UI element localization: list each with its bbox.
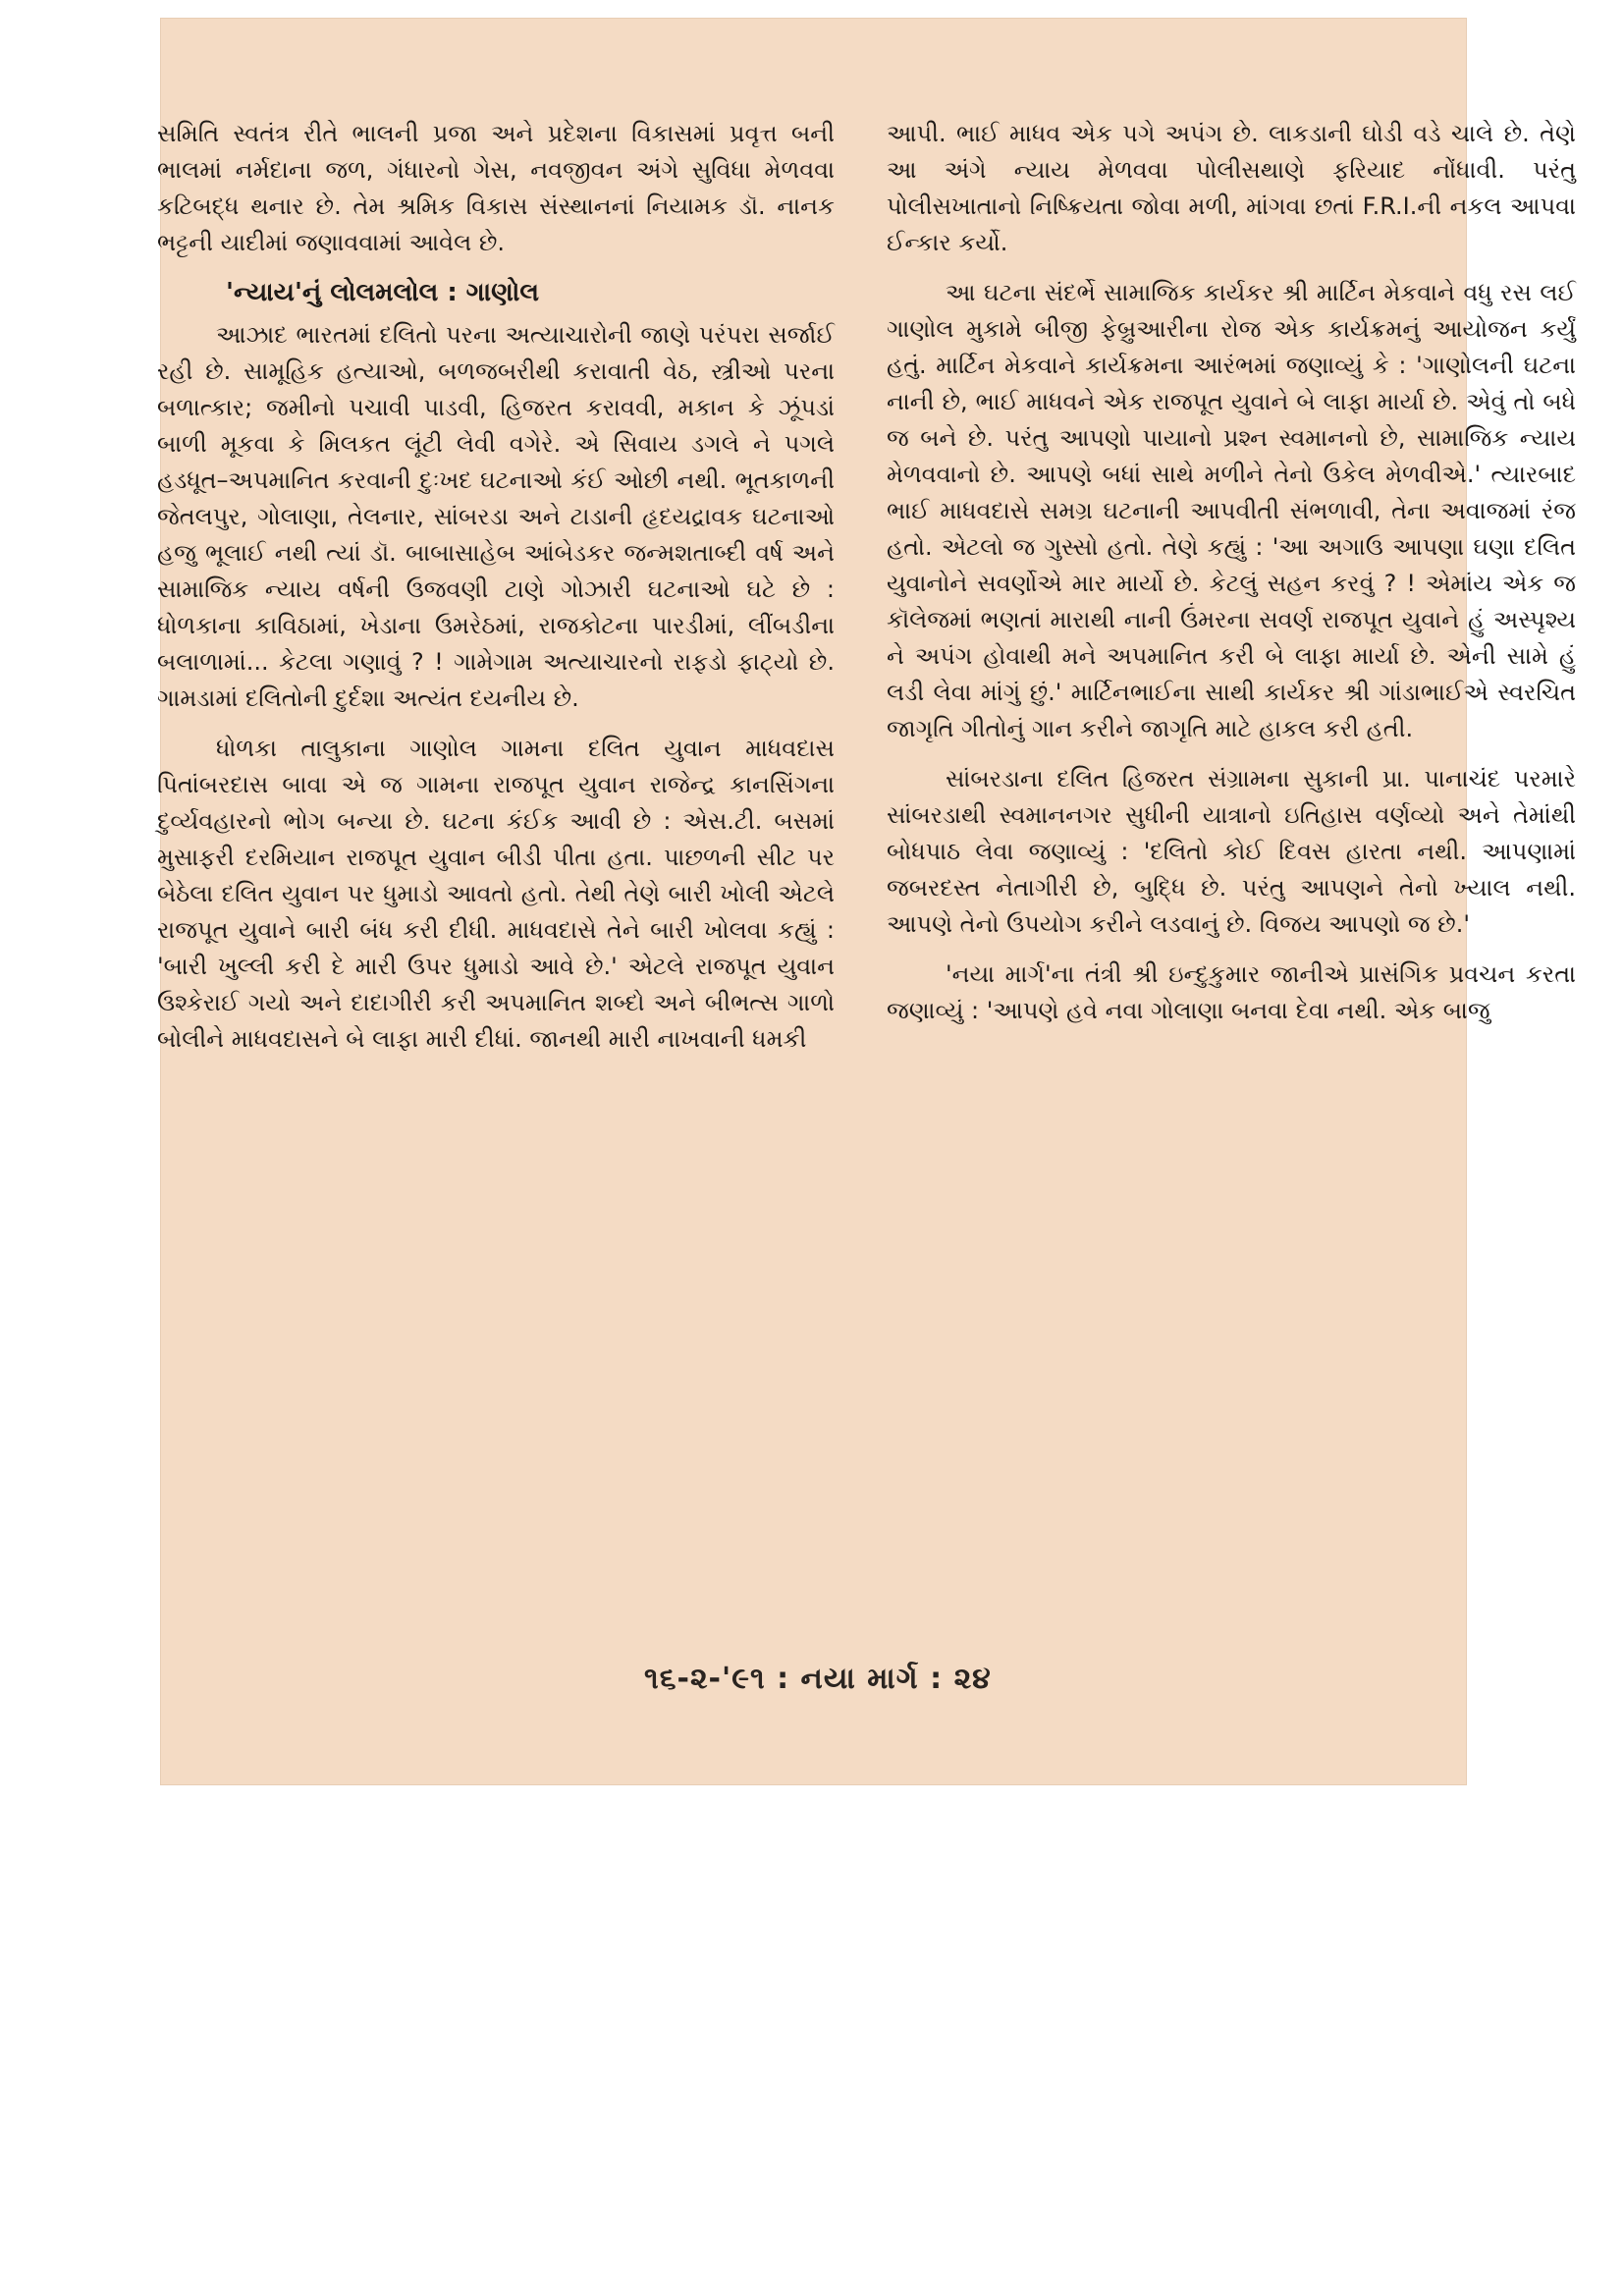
page-footer: ૧૬-૨-'૯૧ : નયા માર્ગ : ૨૪ bbox=[644, 1662, 992, 1696]
paragraph: ધોળકા તાલુકાના ગાણોલ ગામના દલિત યુવાન માધવદાસ પિતાંબરદાસ બાવા એ જ ગામના રાજપૂત યુવાન રાજેન્દ્ર કાનસિંગના દુર્વ્યવહારનો ભોગ બન્યા છે. ઘટના કંઈક આવી છે : એસ.ટી. બસમાં મુસાફરી દરમિયાન રાજપૂત યુવાન બીડી પીતા હતા. પાછળની સીટ પર બેઠેલા દલિત યુવાન પર ધુમાડો આવતો હતો. તેથી તેણે બારી ખોલી એટલે રાજપૂત યુવાને બારી બંધ કરી દીધી. માધવદાસે તેને બારી ખોલવા કહ્યું : 'બારી ખુલ્લી કરી દે મારી ઉપર ધુમાડો આવે છે.' એટલે રાજપૂત યુવાન ઉશ્કેરાઈ ગયો અને દાદાગીરી કરી અપમાનિત શબ્દો અને બીભત્સ ગાળો બોલીને માધવદાસને બે લાફા મારી દીધાં. જાનથી મારી નાખવાની ધમકી bbox=[157, 735, 835, 1053]
paragraph: આપી. ભાઈ માધવ એક પગે અપંગ છે. લાકડાની ઘોડી વડે ચાલે છે. તેણે આ અંગે ન્યાય મેળવવા પોલીસથાણે ફરિયાદ નોંધાવી. પરંતુ પોલીસખાતાનો નિષ્ક્રિયતા જોવા મળી, માંગવા છતાં F.R.I.ની નકલ આપવા ઈન્કાર કર્યો. bbox=[887, 120, 1576, 256]
right-column bbox=[887, 116, 1576, 1043]
left-column bbox=[157, 116, 835, 1071]
paragraph: સાંબરડાના દલિત હિજરત સંગ્રામના સુકાની પ્રા. પાનાચંદ પરમારે સાંબરડાથી સ્વમાનનગર સુધીની યાત્રાનો ઇતિહાસ વર્ણવ્યો અને તેમાંથી બોધપાઠ લેવા જણાવ્યું : 'દલિતો કોઈ દિવસ હારતા નથી. આપણામાં જબરદસ્ત નેતાગીરી છે, બુદ્ધિ છે. પરંતુ આપણને તેનો ખ્યાલ નથી. આપણે તેનો ઉપયોગ કરીને લડવાનું છે. વિજય આપણો જ છે.' bbox=[887, 765, 1576, 938]
paragraph: આઝાદ ભારતમાં દલિતો પરના અત્યાચારોની જાણે પરંપરા સર્જાઈ રહી છે. સામૂહિક હત્યાઓ, બળજબરીથી કરાવાતી વેઠ, સ્ત્રીઓ પરના બળાત્કાર; જમીનો પચાવી પાડવી, હિજરત કરાવવી, મકાન કે ઝૂંપડાં બાળી મૂકવા કે મિલકત લૂંટી લેવી વગેરે. એ સિવાય ડગલે ને પગલે હડધૂત–અપમાનિત કરવાની દુઃખદ ઘટનાઓ કંઈ ઓછી નથી. ભૂતકાળની જેતલપુર, ગોલાણા, તેલનાર, સાંબરડા અને ટાડાની હૃદયદ્રાવક ઘટનાઓ હજુ ભૂલાઈ નથી ત્યાં ડૉ. બાબાસાહેબ આંબેડકર જન્મશતાબ્દી વર્ષ અને સામાજિક ન્યાય વર્ષની ઉજવણી ટાણે ગોઝારી ઘટનાઓ ઘટે છે : ધોળકાના કાવિઠામાં, ખેડાના ઉમરેઠમાં, રાજકોટના પારડીમાં, લીંબડીના બલાળામાં... કેટલા ગણાવું ? ! ગામેગામ અત્યાચારનો રાફડો ફાટ્યો છે. ગામડામાં દલિતોની દુર્દશા અત્યંત દયનીય છે. bbox=[157, 321, 835, 712]
paragraph: આ ઘટના સંદર્ભે સામાજિક કાર્યકર શ્રી માર્ટિન મેકવાને વધુ રસ લઈ ગાણોલ મુકામે બીજી ફેબ્રુઆરીના રોજ એક કાર્યક્રમનું આયોજન કર્યું હતું. માર્ટિન મેકવાને કાર્યક્રમના આરંભમાં જણાવ્યું કે : 'ગાણોલની ઘટના નાની છે, ભાઈ માધવને એક રાજપૂત યુવાને બે લાફા માર્યા છે. એવું તો બધે જ બને છે. પરંતુ આપણો પાયાનો પ્રશ્ન સ્વમાનનો છે, સામાજિક ન્યાય મેળવવાનો છે. આપણે બધાં સાથે મળીને તેનો ઉકેલ મેળવીએ.' ત્યારબાદ ભાઈ માધવદાસે સમગ્ર ઘટનાની આપવીતી સંભળાવી, તેના અવાજમાં રંજ હતો. એટલો જ ગુસ્સો હતો. તેણે કહ્યું : 'આ અગાઉ આપણા ઘણા દલિત યુવાનોને સવર્ણોએ માર માર્યો છે. કેટલું સહન કરવું ? ! એમાંય એક જ કૉલેજમાં ભણતાં મારાથી નાની ઉંમરના સવર્ણ રાજપૂત યુવાને હું અસ્પૃશ્ય ને અપંગ હોવાથી મને અપમાનિત કરી બે લાફા માર્યા છે. એની સામે હું લડી લેવા માંગું છું.' માર્ટિનભાઈના સાથી કાર્યકર શ્રી ગાંડાભાઈએ સ્વરચિત જાગૃતિ ગીતોનું ગાન કરીને જાગૃતિ માટે હાકલ કરી હતી. bbox=[887, 279, 1576, 742]
paragraph: 'નયા માર્ગ'ના તંત્રી શ્રી ઇન્દુકુમાર જાનીએ પ્રાસંગિક પ્રવચન કરતા જણાવ્યું : 'આપણે હવે નવા ગોલાણા બનવા દેવા નથી. એક બાજુ bbox=[887, 960, 1576, 1024]
paragraph: સમિતિ સ્વતંત્ર રીતે ભાલની પ્રજા અને પ્રદેશના વિકાસમાં પ્રવૃત્ત બની ભાલમાં નર્મદાના જળ, ગંધારનો ગેસ, નવજીવન અંગે સુવિધા મેળવવા કટિબદ્ધ થનાર છે. તેમ શ્રમિક વિકાસ સંસ્થાનનાં નિયામક ડૉ. નાનક ભટ્ટની યાદીમાં જણાવવામાં આવેલ છે. bbox=[157, 120, 835, 256]
section-heading: 'ન્યાય'નું લોલમલોલ : ગાણોલ bbox=[226, 278, 539, 307]
